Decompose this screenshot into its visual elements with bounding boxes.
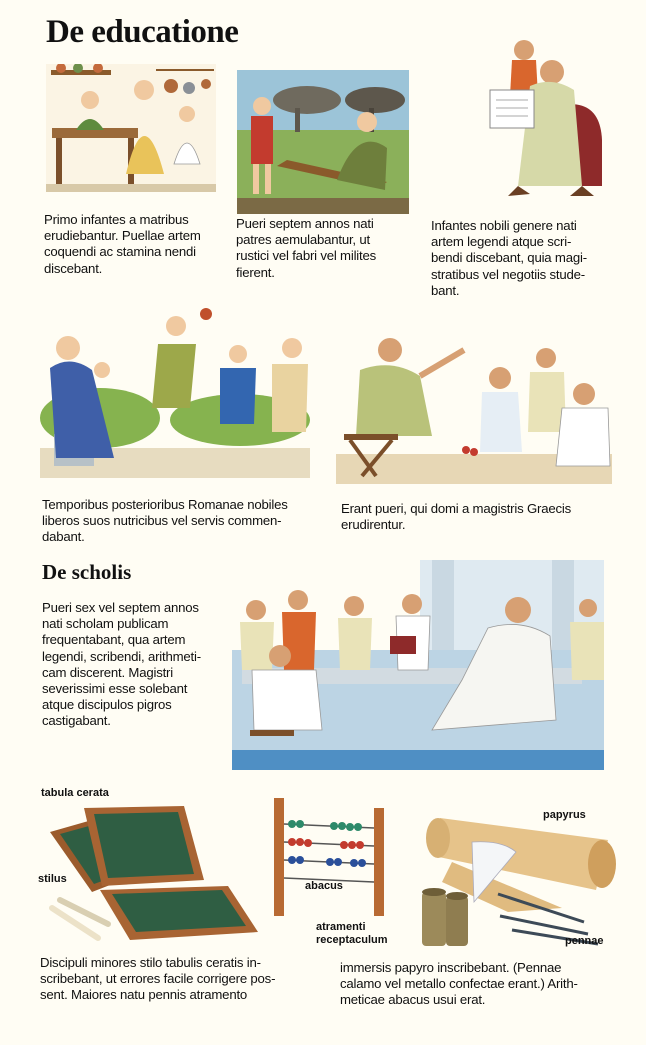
greek-tutor-illustration bbox=[336, 336, 612, 484]
caption-schola-publica: Pueri sex vel septem annos nati scholam publicam frequentabant, qua artem legendi, scribendi, arithmeti- cam discerent. Magistri severissimi esse solebant atque discipulos pigros castigabant. bbox=[42, 600, 201, 729]
caption-infantes-matribus: Primo infantes a matribus erudiebantur. Puellae artem coquendi ac stamina nendi discebant. bbox=[44, 212, 201, 276]
label-stilus: stilus bbox=[38, 873, 67, 885]
wax-tablets-illustration bbox=[44, 800, 260, 948]
label-papyrus: papyrus bbox=[543, 809, 586, 821]
caption-nobili-genere: Infantes nobili genere nati artem legendi atque scri- bendi discebant, quia magi- stratibus vel negotiis stude- bant. bbox=[431, 218, 587, 298]
caption-pueri-septem: Pueri septem annos nati patres aemulabantur, ut rustici vel fabri vel milites fierent. bbox=[236, 216, 377, 280]
label-pennae: pennae bbox=[565, 935, 604, 947]
kitchen-illustration bbox=[46, 64, 216, 192]
label-atramenti-receptaculum: atramenti receptaculum bbox=[316, 921, 388, 946]
label-tabula-cerata: tabula cerata bbox=[41, 787, 109, 799]
section-title-scholis: De scholis bbox=[42, 560, 132, 584]
farm-plough-illustration bbox=[237, 70, 409, 214]
reading-scroll-illustration bbox=[478, 36, 608, 202]
caption-magistris-graecis: Erant pueri, qui domi a magistris Graecis erudirentur. bbox=[341, 501, 571, 533]
caption-temporibus-posterioribus: Temporibus posterioribus Romanae nobiles liberos suos nutricibus vel servis commen- dabant. bbox=[42, 497, 288, 545]
caption-immersis-papyro: immersis papyro inscribebant. (Pennae calamo vel metallo confectae erant.) Arith- meticae abacus usui erat. bbox=[340, 960, 578, 1008]
caption-discipuli-minores: Discipuli minores stilo tabulis ceratis in- scribebant, ut errores facile corrigere pos- sent. Maiores natu pennis atramento bbox=[40, 955, 276, 1003]
label-abacus: abacus bbox=[305, 880, 343, 892]
classroom-illustration bbox=[232, 560, 604, 782]
page-title: De educatione bbox=[46, 14, 239, 50]
children-playing-illustration bbox=[40, 308, 310, 486]
abacus-illustration bbox=[270, 792, 390, 918]
